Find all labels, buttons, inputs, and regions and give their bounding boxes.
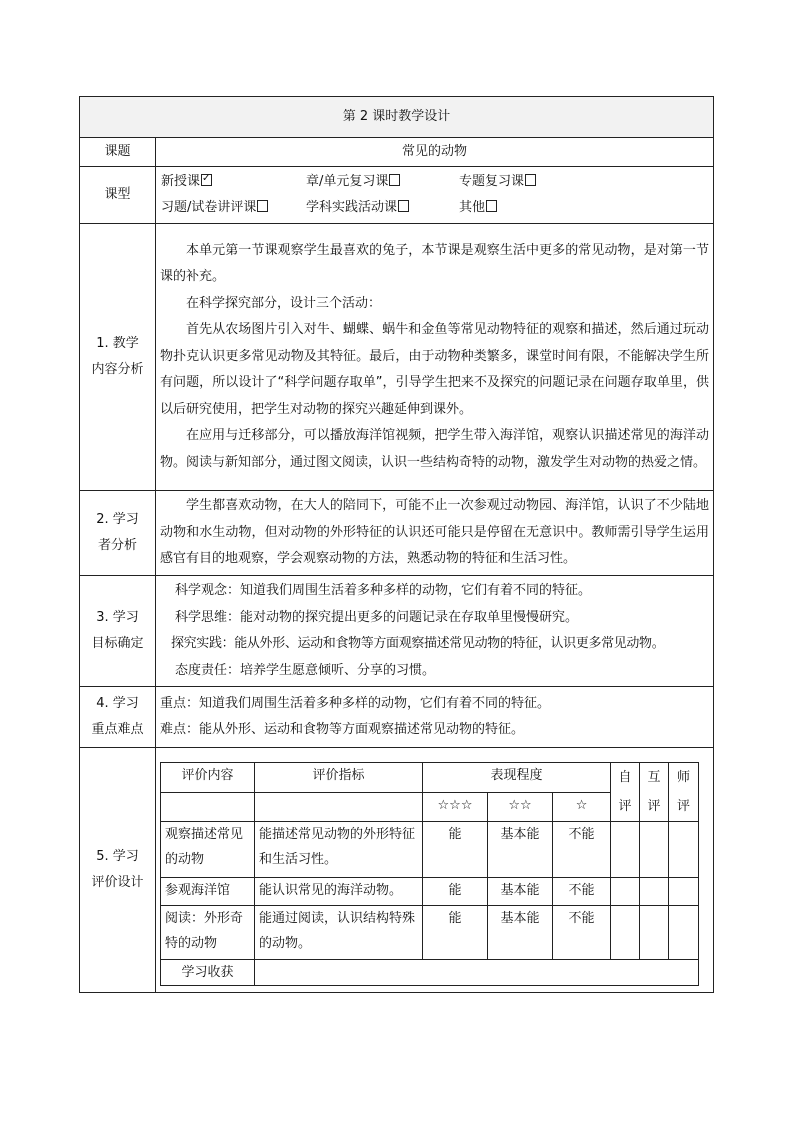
peer-score-cell: [640, 878, 669, 906]
lesson-type-option: 章/单元复习课: [306, 169, 459, 195]
eval-level: 能: [423, 822, 488, 878]
eval-level: 不能: [553, 878, 611, 906]
peer-score-cell: [640, 906, 669, 960]
table-row: [161, 906, 699, 960]
eval-blank-cell: [255, 792, 423, 822]
objective-item: 态度责任：培养学生愿意倾听、分享的习惯。: [175, 662, 436, 678]
checkbox-icon: [525, 174, 536, 186]
paragraph: 首先从农场图片引入对牛、蝴蝶、蜗牛和金鱼等常见动物特征的观察和描述，然后通过玩动物扑克认识更多常见动物及其特征。最后，由于动物种类繁多，课堂时间有限，不能解决学生所有问题，所以设计了“科学问题存取单”，引导学生把来不及探究的问题记录在问题存取单里，供以后研究使用，把学生对动物的探究兴趣延伸到课外。: [160, 322, 710, 417]
lesson-type-options: [156, 167, 714, 224]
content-analysis-text: [156, 224, 714, 491]
eval-header-peer: 互 评: [640, 763, 669, 822]
lesson-type-option: 习题/试卷讲评课: [161, 195, 306, 221]
table-row: [161, 822, 699, 878]
eval-header-teacher: 师 评: [669, 763, 699, 822]
eval-header-self: 自 评: [611, 763, 640, 822]
eval-level: 不能: [553, 906, 611, 960]
eval-level: 能: [423, 878, 488, 906]
paragraph: 学生都喜欢动物，在大人的陪同下，可能不止一次参观过动物园、海洋馆，认识了不少陆地动物和水生动物，但对动物的外形特征的认识还可能只是停留在无意识中。教师需引导学生运用感官有目的地观察，学会观察动物的方法，熟悉动物的特征和生活习性。: [160, 498, 710, 567]
one-star: ☆: [553, 792, 611, 822]
objective-item: 科学思维：能对动物的探究提出更多的问题记录在存取单里慢慢研究。: [175, 609, 579, 625]
eval-blank-cell: [161, 792, 255, 822]
lesson-plan-table: [79, 96, 714, 993]
lesson-type-option: 学科实践活动课: [306, 195, 459, 221]
lesson-plan-page: [79, 96, 713, 993]
eval-header-indicator: 评价指标: [255, 763, 423, 793]
eval-level: 不能: [553, 822, 611, 878]
learner-analysis-text: [156, 491, 714, 576]
key-points-label: 4. 学习 重点难点: [80, 687, 156, 748]
lesson-type-row-1: [157, 169, 712, 195]
eval-content: 观察描述常见的动物: [161, 822, 255, 878]
self-score-cell: [611, 906, 640, 960]
checkbox-icon: [257, 200, 268, 212]
key-points-text: [156, 687, 714, 748]
eval-header-content: 评价内容: [161, 763, 255, 793]
topic-value: 常见的动物: [156, 138, 714, 167]
difficulty-point: 难点：能从外形、运动和食物等方面观察描述常见动物的特征。: [160, 722, 525, 737]
eval-level: 基本能: [488, 878, 553, 906]
table-row: [161, 878, 699, 906]
lesson-type-option: 专题复习课: [459, 169, 536, 195]
eval-indicator: 能认识常见的海洋动物。: [255, 878, 423, 906]
eval-content: 参观海洋馆: [161, 878, 255, 906]
checkbox-icon: [389, 174, 400, 186]
checked-box-icon: [201, 174, 212, 186]
objectives-label: 3. 学习 目标确定: [80, 576, 156, 687]
self-score-cell: [611, 878, 640, 906]
checkbox-icon: [398, 200, 409, 212]
learning-gain-label: 学习收获: [161, 960, 255, 986]
eval-level: 基本能: [488, 906, 553, 960]
teacher-score-cell: [669, 878, 699, 906]
objectives-list: [156, 576, 714, 687]
eval-level: 基本能: [488, 822, 553, 878]
lesson-type-option: 其他: [459, 195, 497, 221]
teacher-score-cell: [669, 822, 699, 878]
evaluation-label: 5. 学习 评价设计: [80, 748, 156, 993]
evaluation-cell: [156, 748, 714, 993]
objective-item: 科学观念：知道我们周围生活着多种多样的动物，它们有着不同的特征。: [175, 583, 592, 598]
self-score-cell: [611, 822, 640, 878]
key-point: 重点：知道我们周围生活着多种多样的动物，它们有着不同的特征。: [160, 695, 551, 711]
eval-content: 阅读：外形奇特的动物: [161, 906, 255, 960]
learner-analysis-label: 2. 学习 者分析: [80, 491, 156, 576]
paragraph: 本单元第一节课观察学生最喜欢的兔子，本节课是观察生活中更多的常见动物，是对第一节课的补充。: [160, 242, 710, 285]
teacher-score-cell: [669, 906, 699, 960]
topic-label: 课题: [80, 138, 156, 167]
eval-level: 能: [423, 906, 488, 960]
lesson-type-label: 课型: [80, 167, 156, 224]
paragraph: 在科学探究部分，设计三个活动：: [186, 295, 382, 311]
evaluation-table: [160, 762, 699, 986]
lesson-type-row-2: [157, 195, 712, 221]
eval-indicator: 能通过阅读，认识结构特殊的动物。: [255, 906, 423, 960]
lesson-type-option: 新授课✓: [161, 169, 306, 195]
objective-item: 探究实践：能从外形、运动和食物等方面观察描述常见动物的特征，认识更多常见动物。: [171, 636, 665, 651]
three-stars: ☆☆☆: [423, 792, 488, 822]
eval-indicator: 能描述常见动物的外形特征和生活习性。: [255, 822, 423, 878]
eval-header-performance: 表现程度: [423, 763, 611, 793]
peer-score-cell: [640, 822, 669, 878]
content-analysis-label: 1. 教学 内容分析: [80, 224, 156, 491]
page-title: 第 2 课时教学设计: [80, 97, 714, 138]
paragraph: 在应用与迁移部分，可以播放海洋馆视频，把学生带入海洋馆，观察认识描述常见的海洋动物。阅读与新知部分，通过图文阅读，认识一些结构奇特的动物，激发学生对动物的热爱之情。: [160, 428, 710, 470]
two-stars: ☆☆: [488, 792, 553, 822]
checkbox-icon: [486, 200, 497, 212]
table-row: [161, 960, 699, 986]
learning-gain-cell: [255, 960, 699, 986]
